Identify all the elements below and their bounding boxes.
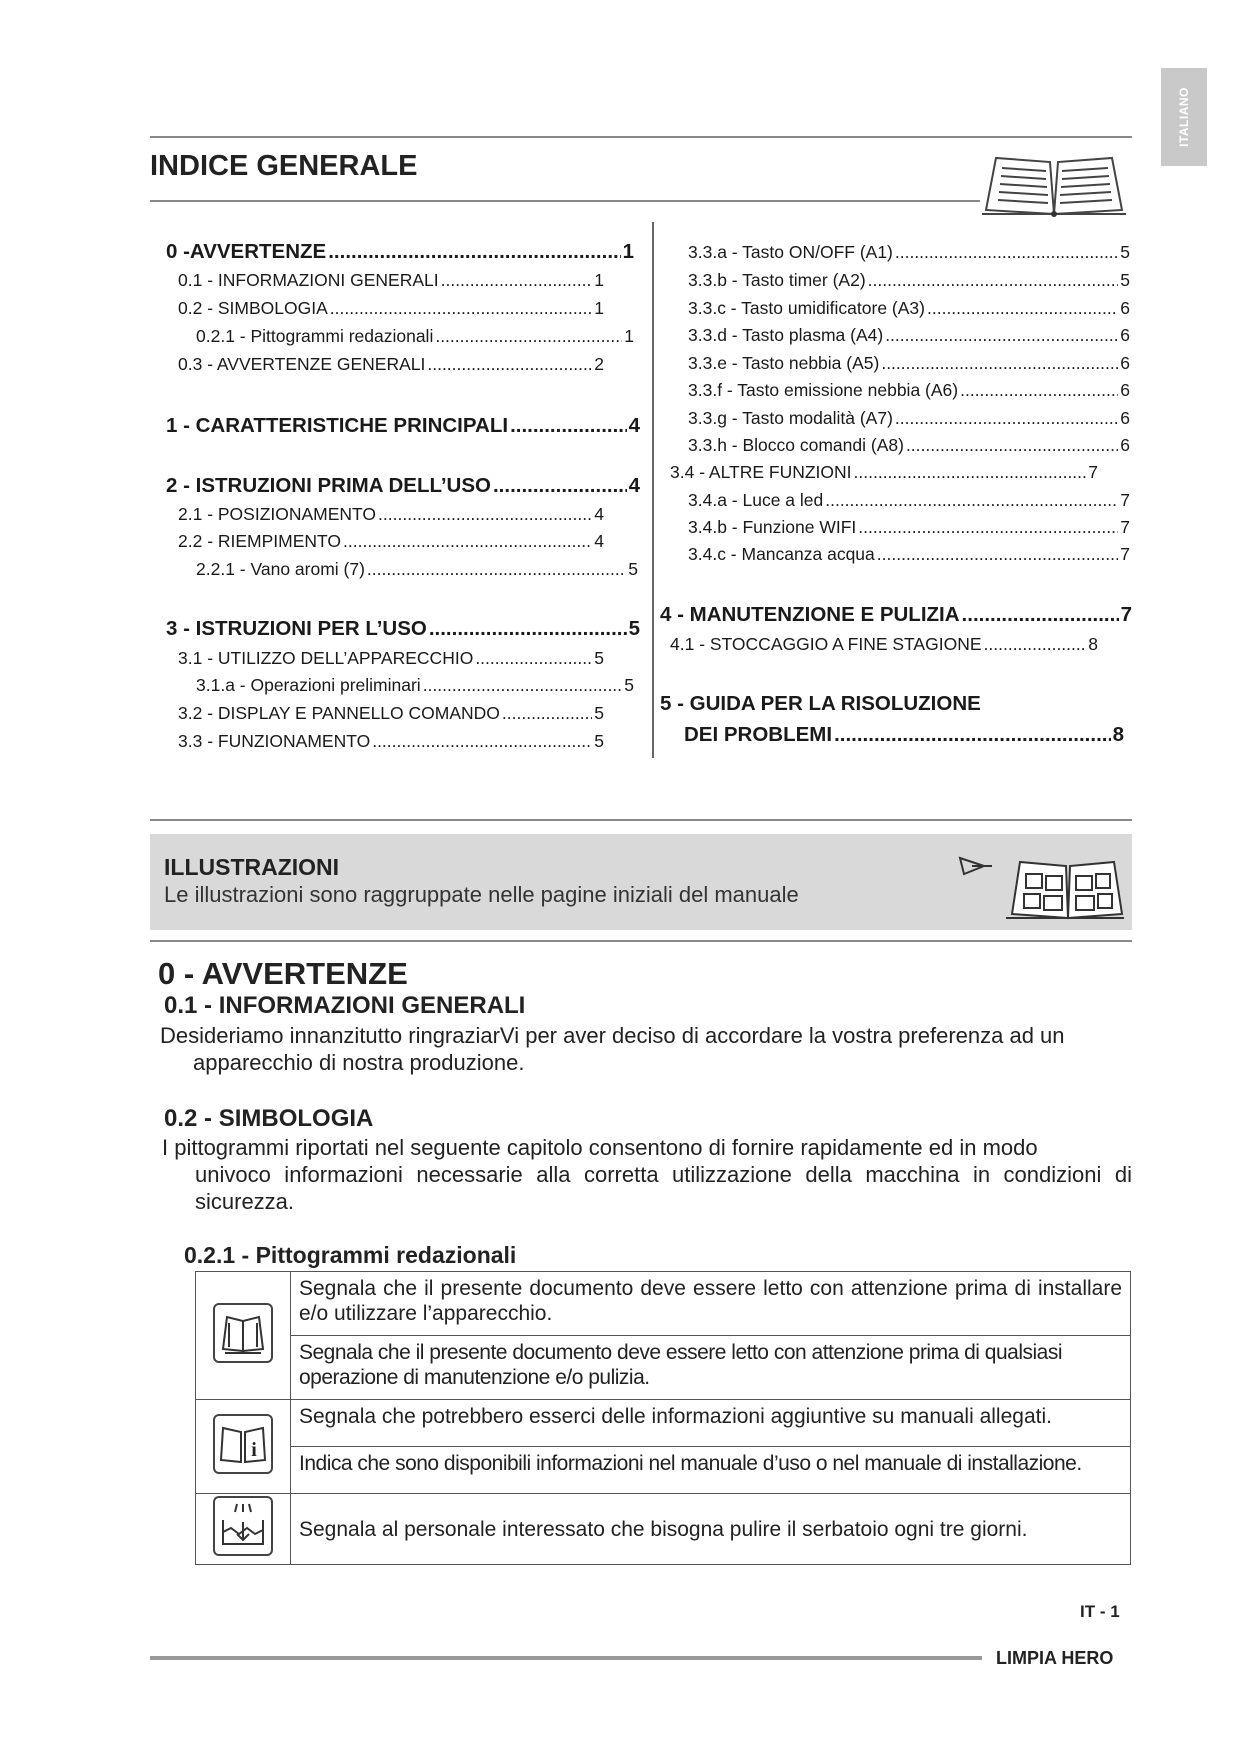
- header-top-rule: [150, 136, 1132, 138]
- pictogram-desc: Indica che sono disponibili informazioni nel manuale d’uso o nel manuale di installazione.: [291, 1447, 1131, 1494]
- toc-entry-page: 4: [628, 414, 640, 437]
- section-0-2-line: sicurezza.: [195, 1189, 295, 1214]
- toc-entry-label: 3.1 - UTILIZZO DELL’APPARECCHIO: [178, 648, 474, 668]
- toc-entry[interactable]: [670, 462, 1098, 483]
- toc-leader: [858, 517, 1118, 538]
- toc-entry-page: 6: [1120, 435, 1130, 455]
- section-0-1-heading: 0.1 - INFORMAZIONI GENERALI: [164, 992, 526, 1019]
- toc-entry[interactable]: [178, 648, 604, 669]
- toc-leader: [372, 731, 592, 752]
- toc-entry[interactable]: [178, 731, 604, 752]
- toc-entry-page: 6: [1120, 298, 1130, 318]
- toc-entry[interactable]: [166, 474, 640, 498]
- toc-leader: [854, 462, 1087, 483]
- toc-entry[interactable]: [660, 692, 981, 716]
- toc-entry-page: 1: [624, 326, 634, 346]
- language-tab-label: ITALIANO: [1177, 87, 1191, 147]
- table-row: [196, 1272, 1131, 1336]
- toc-leader: [825, 490, 1118, 511]
- toc-entry[interactable]: [178, 531, 604, 552]
- toc-entry[interactable]: [688, 435, 1130, 456]
- toc-entry-page: 6: [1120, 380, 1130, 400]
- section-0-2-line: I pittogrammi riportati nel seguente capitolo consentono di fornire rapidamente ed in modo: [162, 1135, 1038, 1160]
- illustrations-subtitle: Le illustrazioni sono raggruppate nelle pagine iniziali del manuale: [164, 882, 799, 907]
- toc-entry-label: 3.4.c - Mancanza acqua: [688, 544, 875, 564]
- toc-entry[interactable]: [178, 703, 604, 724]
- toc-leader: [962, 603, 1119, 627]
- toc-entry-page: 1: [594, 298, 604, 318]
- toc-entry-page: 4: [594, 531, 604, 551]
- toc-leader: [502, 703, 592, 724]
- toc-leader: [868, 270, 1119, 291]
- pictogram-cell: [196, 1494, 291, 1565]
- illustrations-bottom-rule: [150, 940, 1132, 942]
- toc-entry-label: 0.1 - INFORMAZIONI GENERALI: [178, 270, 439, 290]
- toc-entry-label: 3.2 - DISPLAY E PANNELLO COMANDO: [178, 703, 500, 723]
- toc-entry[interactable]: [688, 353, 1130, 374]
- section-0-2-text: [162, 1134, 1132, 1215]
- toc-entry-label: 3.3.g - Tasto modalità (A7): [688, 408, 893, 428]
- toc-entry-page: 6: [1120, 325, 1130, 345]
- toc-entry-label: 2 - ISTRUZIONI PRIMA DELL’USO: [166, 474, 491, 497]
- toc-leader: [427, 354, 592, 375]
- pictogram-desc: Segnala al personale interessato che bisogna pulire il serbatoio ogni tre giorni.: [291, 1494, 1131, 1565]
- toc-entry-label: 2.1 - POSIZIONAMENTO: [178, 504, 377, 524]
- toc-column-divider: [652, 222, 654, 758]
- toc-leader: [895, 408, 1118, 429]
- toc-entry[interactable]: [688, 298, 1130, 319]
- book-info-icon: [213, 1414, 273, 1474]
- toc-entry-page: 5: [1120, 242, 1130, 262]
- toc-leader: [877, 544, 1118, 565]
- toc-entry-page: 5: [1120, 270, 1130, 290]
- toc-entry-label: 2.2 - RIEMPIMENTO: [178, 531, 342, 551]
- index-title: INDICE GENERALE: [150, 150, 418, 182]
- illustrations-banner: [150, 834, 1132, 930]
- toc-entry-label: 0.3 - AVVERTENZE GENERALI: [178, 354, 426, 374]
- table-row: [196, 1336, 1131, 1400]
- toc-entry-page: 7: [1120, 517, 1130, 537]
- pictogram-desc: Segnala che il presente documento deve essere letto con attenzione prima di installare e/o utilizzare l’apparecchio.: [291, 1272, 1131, 1336]
- toc-entry[interactable]: [178, 270, 604, 291]
- toc-entry-label: 0 -AVVERTENZE: [166, 240, 327, 263]
- toc-leader: [435, 326, 622, 347]
- pictogram-desc: Segnala che potrebbero esserci delle informazioni aggiuntive su manuali allegati.: [291, 1400, 1131, 1447]
- toc-entry[interactable]: [688, 242, 1130, 263]
- language-tab: [1161, 68, 1207, 166]
- section-0-2-line: univoco informazioni necessarie alla corretta utilizzazione della macchina in condizioni di: [195, 1162, 1132, 1187]
- toc-leader: [330, 298, 592, 319]
- section-0-heading: 0 - AVVERTENZE: [158, 956, 408, 991]
- toc-leader: [493, 474, 627, 498]
- section-0-1-text: [160, 1022, 1132, 1076]
- toc-entry-label: 3.4.b - Funzione WIFI: [688, 517, 857, 537]
- toc-leader: [328, 240, 620, 264]
- toc-leader: [906, 435, 1118, 456]
- toc-leader: [885, 325, 1118, 346]
- section-0-1-line: apparecchio di nostra produzione.: [193, 1050, 525, 1075]
- toc-entry-label: 3.3.f - Tasto emissione nebbia (A6): [688, 380, 959, 400]
- toc-entry-label: 3.3.a - Tasto ON/OFF (A1): [688, 242, 893, 262]
- toc-entry[interactable]: [660, 603, 1132, 627]
- toc-entry-page: 7: [1120, 544, 1130, 564]
- toc-leader: [984, 634, 1087, 655]
- toc-entry-label: 3.3.b - Tasto timer (A2): [688, 270, 866, 290]
- toc-entry[interactable]: [684, 723, 1124, 747]
- pictogram-cell: [196, 1272, 291, 1400]
- toc-entry-page: 1: [594, 270, 604, 290]
- toc-leader: [834, 723, 1111, 747]
- toc-entry[interactable]: [688, 517, 1130, 538]
- toc-entry-page: 5: [628, 617, 640, 640]
- toc-entry-label: 3.3.e - Tasto nebbia (A5): [688, 353, 880, 373]
- toc-entry[interactable]: [178, 354, 604, 375]
- toc-entry[interactable]: [166, 617, 640, 641]
- toc-entry-label: 3.3.c - Tasto umidificatore (A3): [688, 298, 925, 318]
- toc-entry[interactable]: [178, 298, 604, 319]
- tank-cleaning-icon: [213, 1496, 273, 1556]
- svg-text:i: i: [251, 1438, 257, 1461]
- toc-leader: [423, 675, 623, 696]
- toc-entry-page: 7: [1120, 490, 1130, 510]
- toc-entry[interactable]: [688, 325, 1130, 346]
- book-illustrations-icon: [954, 844, 1124, 924]
- toc-entry-label: 3.4 - ALTRE FUNZIONI: [670, 462, 852, 482]
- toc-entry-page: 5: [594, 648, 604, 668]
- toc-entry-page: 4: [594, 504, 604, 524]
- toc-entry-label: 3.1.a - Operazioni preliminari: [196, 675, 421, 695]
- section-0-2-heading: 0.2 - SIMBOLOGIA: [164, 1105, 374, 1132]
- header-bottom-rule: [150, 200, 980, 202]
- pictogram-desc: Segnala che il presente documento deve essere letto con attenzione prima di qualsiasi operazione di manutenzione e/o pulizia.: [291, 1336, 1131, 1400]
- toc-leader: [895, 242, 1118, 263]
- pictogram-cell: [196, 1400, 291, 1494]
- toc-entry[interactable]: [166, 240, 634, 264]
- toc-entry[interactable]: [688, 270, 1130, 291]
- toc-entry[interactable]: [688, 408, 1130, 429]
- toc-entry-page: 5: [624, 675, 634, 695]
- toc-leader: [510, 414, 627, 438]
- footer-brand: LIMPIA HERO: [996, 1648, 1114, 1668]
- toc-entry[interactable]: [196, 559, 638, 580]
- toc-entry-label: 0.2 - SIMBOLOGIA: [178, 298, 328, 318]
- page-number: IT - 1: [1080, 1602, 1120, 1621]
- toc-entry[interactable]: [670, 634, 1098, 655]
- toc-entry-label: 3 - ISTRUZIONI PER L’USO: [166, 617, 427, 640]
- illustrations-title: ILLUSTRAZIONI: [164, 854, 340, 880]
- toc-leader: [378, 504, 592, 525]
- toc-entry-page: 4: [628, 474, 640, 497]
- toc-entry[interactable]: [688, 490, 1130, 511]
- footer-rule: [150, 1656, 982, 1660]
- table-row: [196, 1400, 1131, 1447]
- toc-entry[interactable]: [688, 380, 1130, 401]
- toc-leader: [960, 380, 1118, 401]
- toc-entry[interactable]: [166, 414, 640, 438]
- toc-entry-label: 3.3 - FUNZIONAMENTO: [178, 731, 371, 751]
- toc-entry-page: 7: [1088, 462, 1098, 482]
- toc-entry-page: 5: [594, 731, 604, 751]
- open-book-icon: [978, 148, 1130, 218]
- toc-entry-label: 3.3.h - Blocco comandi (A8): [688, 435, 904, 455]
- toc-entry-label: 0.2.1 - Pittogrammi redazionali: [196, 326, 434, 346]
- toc-leader: [927, 298, 1118, 319]
- toc-entry-page: 6: [1120, 353, 1130, 373]
- toc-entry[interactable]: [688, 544, 1130, 565]
- toc-entry-page: 5: [628, 559, 638, 579]
- toc-entry-label: 1 - CARATTERISTICHE PRINCIPALI: [166, 414, 509, 437]
- toc-entry-label: 3.3.d - Tasto plasma (A4): [688, 325, 884, 345]
- toc-leader: [343, 531, 592, 552]
- illustrations-top-rule: [150, 819, 1132, 821]
- toc-entry[interactable]: [196, 675, 634, 696]
- toc-leader: [475, 648, 592, 669]
- toc-entry-page: 2: [594, 354, 604, 374]
- toc-leader: [441, 270, 593, 291]
- section-0-2-1-heading: 0.2.1 - Pittogrammi redazionali: [184, 1242, 517, 1268]
- toc-entry-label: 3.4.a - Luce a led: [688, 490, 824, 510]
- toc-leader: [881, 353, 1118, 374]
- section-0-1-line: Desideriamo innanzitutto ringraziarVi per aver deciso di accordare la vostra preferenza ad un: [160, 1023, 1065, 1048]
- toc-leader: [429, 617, 627, 641]
- pictogram-table: [195, 1271, 1131, 1565]
- toc-entry[interactable]: [196, 326, 634, 347]
- toc-entry-label: 5 - GUIDA PER LA RISOLUZIONE: [660, 692, 981, 715]
- toc-entry-page: 1: [622, 240, 634, 263]
- toc-entry-label: 4 - MANUTENZIONE E PULIZIA: [660, 603, 960, 626]
- toc-entry-page: 8: [1088, 634, 1098, 654]
- toc-leader: [367, 559, 626, 580]
- table-row: [196, 1447, 1131, 1494]
- toc-entry[interactable]: [178, 504, 604, 525]
- toc-entry-page: 5: [594, 703, 604, 723]
- open-book-icon: [213, 1303, 273, 1363]
- toc-entry-page: 7: [1120, 603, 1132, 626]
- toc-entry-label: 4.1 - STOCCAGGIO A FINE STAGIONE: [670, 634, 982, 654]
- toc-entry-page: 8: [1112, 723, 1124, 746]
- toc-entry-label: 2.2.1 - Vano aromi (7): [196, 559, 365, 579]
- toc-entry-page: 6: [1120, 408, 1130, 428]
- toc-entry-label: DEI PROBLEMI: [684, 723, 833, 746]
- table-row: [196, 1494, 1131, 1565]
